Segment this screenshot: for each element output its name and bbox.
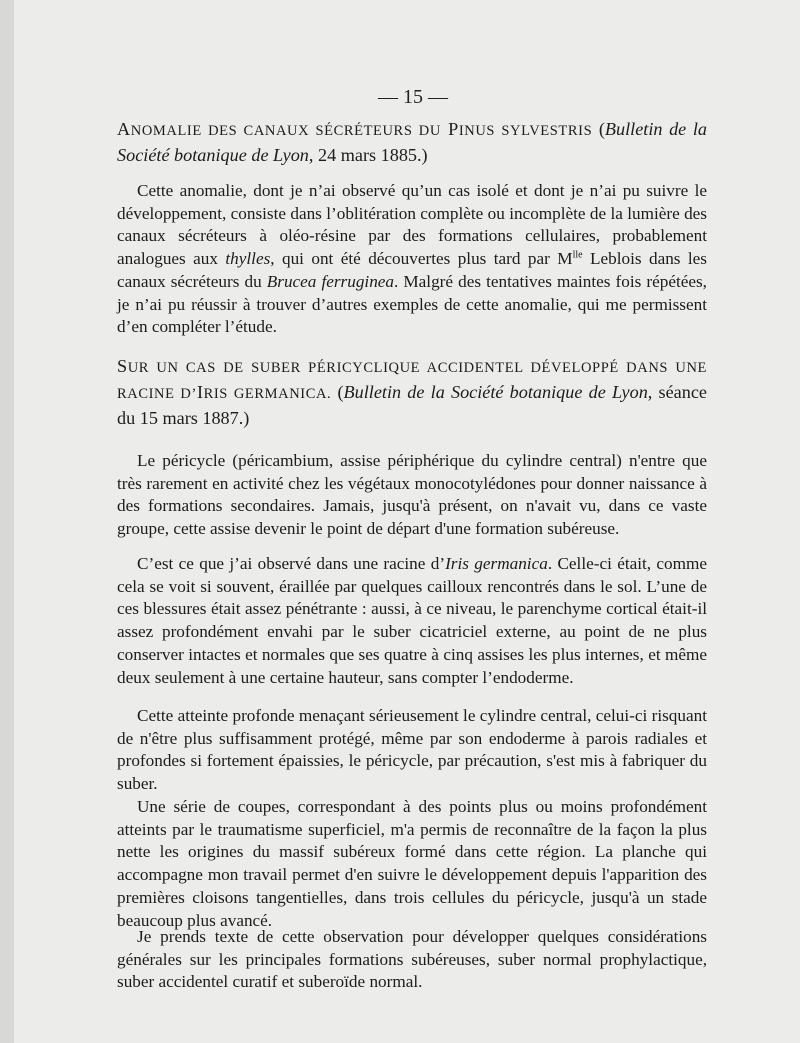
section2-paragraph-4: Une série de coupes, correspondant à des points plus ou moins profondément atteints par le traumatisme superficiel, m'a permis de reconnaître de la façon la plus nette les origines du massif subéreux formé dans cette région. La planche qui accompagne mon travail permet d'en suivre le développement depuis l'apparition des premières cloisons tangentielles, dans trois cellules du péricycle, jusqu'à un stade beaucoup plus avancé. xyxy=(117,797,707,930)
section2-paragraph-2: C’est ce que j’ai observé dans une racine d’Iris germanica. Celle-ci était, comme cela se voit si souvent, éraillée par quelques cailloux rencontrés dans le sol. L’une de ces blessures était assez pénétrante : aussi, à ce niveau, le parenchyme cortical était-il assez profondément envahi par le suber cicatriciel externe, au point de ne plus conserver intactes et normales que ses quatre à cinq assises les plus internes, et même deux seulement à une certaine hauteur, sans compter l’endoderme. xyxy=(117,554,708,687)
section2-heading-title: SUR UN CAS DE SUBER PÉRICYCLIQUE ACCIDENTEL DÉVELOPPÉ DANS UNE RACINE D’IRIS GERMANICA. xyxy=(117,356,707,402)
section2-paragraph-1: Le péricycle (péricambium, assise périphérique du cylindre central) n'entre que très rarement en activité chez les végétaux monocotylédones pour donner naissance à des formations secondaires. Jamais, jusqu'à présent, on n'avait vu, dans ce vaste groupe, cette assise devenir le point de départ d'une formation subéreuse. xyxy=(117,451,707,539)
section2-paragraph-5: Je prends texte de cette observation pour développer quelques considérations générales sur les principales formations subéreuses, suber normal prophylactique, suber accidentel curatif et suberoïde normal. xyxy=(117,927,707,992)
section2-heading xyxy=(117,354,707,430)
section2-paragraph-3: Cette atteinte profonde menaçant sérieusement le cylindre central, celui-ci risquant de n'être plus suffisamment protégé, même par son endoderme à parois radiales et profondes si fortement épaissies, le péricycle, par précaution, s'est mis à fabriquer du suber. xyxy=(117,706,707,794)
section1-heading-citation: (Bulletin de la Société botanique de Lyon, 24 mars 1885.) xyxy=(117,119,707,165)
section1-paragraph: Cette anomalie, dont je n’ai observé qu’un cas isolé et dont je n’ai pu suivre le développement, consiste dans l’oblitération complète ou incomplète de la lumière des canaux sécréteurs à oléo-résine par des formations cellulaires, probablement analogues aux thylles, qui ont été découvertes plus tard par $M^{lle}$ Leblois dans les canaux sécréteurs du Brucea ferruginea. Malgré des tentatives maintes fois répétées, je n’ai pu réussir à trouver d’autres exemples de cette anomalie, qui me permissent d’en compléter l’étude. xyxy=(117,181,707,337)
section1-heading-title: ANOMALIE DES CANAUX SÉCRÉTEURS DU PINUS SYLVESTRIS xyxy=(117,119,593,139)
page-number: — 15 — xyxy=(378,86,448,108)
section2-heading-citation: (Bulletin de la Société botanique de Lyon, séance du 15 mars 1887.) xyxy=(117,382,707,428)
section1-heading xyxy=(117,117,707,167)
